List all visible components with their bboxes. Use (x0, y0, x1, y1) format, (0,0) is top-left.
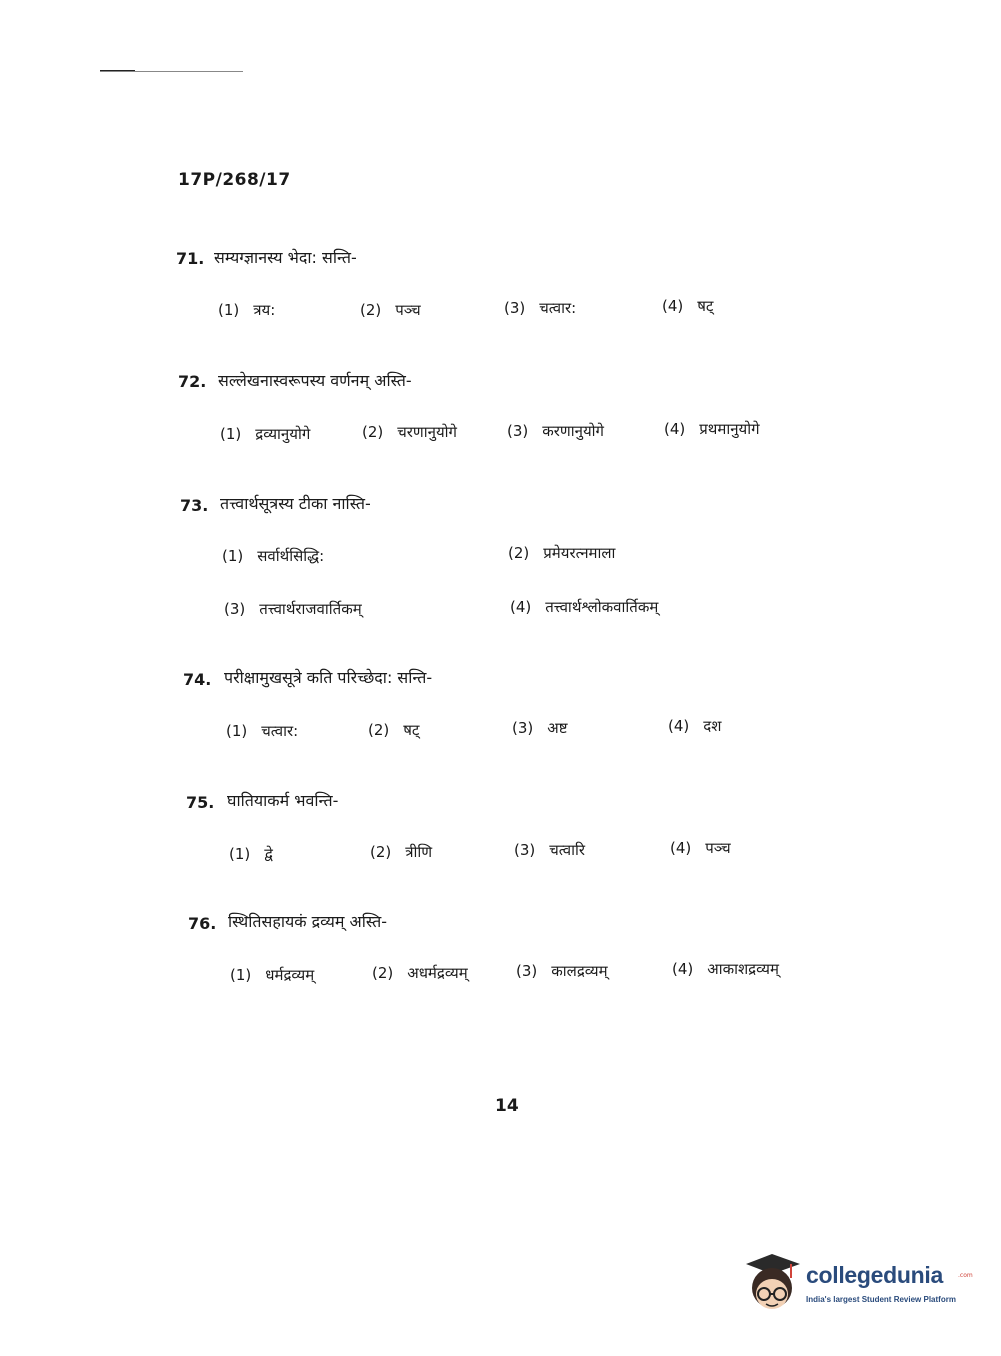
option (512, 718, 567, 738)
option-number: (1) (230, 966, 252, 984)
option-number: (2) (370, 843, 392, 861)
question-number: 74. (183, 670, 212, 689)
question-text: स्थितिसहायकं द्रव्यम् अस्ति- (228, 912, 388, 931)
question-text: घातियाकर्म भवन्ति- (227, 791, 339, 810)
option-text: तत्त्वार्थराजवार्तिकम् (259, 600, 362, 618)
option-text: त्रय: (253, 301, 276, 319)
option-number: (4) (668, 717, 690, 735)
option-number: (3) (516, 962, 538, 980)
option-text: तत्त्वार्थश्लोकवार्तिकम् (545, 598, 659, 616)
page-number: 14 (495, 1096, 519, 1116)
option-number: (1) (229, 845, 251, 863)
option (507, 421, 604, 441)
option-text: सर्वार्थसिद्धि: (257, 547, 325, 565)
option (516, 961, 608, 981)
option (368, 720, 419, 740)
option (370, 842, 432, 862)
option (668, 716, 721, 736)
brand-tagline: India's largest Student Review Platform (806, 1295, 956, 1304)
mascot-icon (742, 1250, 804, 1320)
option-text: चत्वार: (539, 299, 577, 317)
option (220, 424, 310, 444)
option (218, 300, 275, 320)
option-number: (1) (226, 722, 248, 740)
option-number: (3) (504, 299, 526, 317)
option-number: (2) (508, 544, 530, 562)
option-number: (2) (362, 423, 384, 441)
option (222, 546, 324, 566)
option (508, 543, 615, 563)
option-text: चत्वारि (549, 841, 585, 859)
option (664, 419, 760, 439)
option-text: प्रमेयरत्नमाला (543, 544, 616, 562)
brand-name: collegedunia (806, 1262, 943, 1288)
option-number: (4) (670, 839, 692, 857)
option-text: पञ्च (395, 301, 421, 319)
question-number: 75. (186, 793, 215, 812)
question-text: सम्यग्ज्ञानस्य भेदा: सन्ति- (214, 248, 357, 267)
option (362, 422, 457, 442)
question-text: सल्लेखनास्वरूपस्य वर्णनम् अस्ति- (218, 371, 412, 390)
option-number: (1) (218, 301, 240, 319)
brand-suffix: .com (958, 1272, 973, 1279)
question-text: तत्त्वार्थसूत्रस्य टीका नास्ति- (220, 494, 371, 513)
option (662, 296, 713, 316)
option-text: कालद्रव्यम् (551, 962, 608, 980)
option-number: (1) (222, 547, 244, 565)
option (224, 599, 362, 619)
option-text: षट् (697, 297, 714, 315)
option-number: (3) (507, 422, 529, 440)
option-number: (4) (662, 297, 684, 315)
option-number: (2) (368, 721, 390, 739)
option-number: (2) (372, 964, 394, 982)
option-number: (2) (360, 301, 382, 319)
option (230, 965, 314, 985)
option (229, 844, 273, 864)
question-number: 72. (178, 372, 207, 391)
option (360, 300, 421, 320)
option-number: (1) (220, 425, 242, 443)
option-number: (3) (224, 600, 246, 618)
option-text: अधर्मद्रव्यम् (407, 964, 468, 982)
question-text: परीक्षामुखसूत्रे कति परिच्छेदा: सन्ति- (224, 668, 433, 687)
option-text: करणानुयोगे (542, 422, 604, 440)
option-text: अष्ट (547, 719, 568, 737)
option (226, 721, 298, 741)
option (672, 959, 779, 979)
option-number: (3) (514, 841, 536, 859)
option-text: चत्वार: (261, 722, 299, 740)
option-text: षट् (403, 721, 420, 739)
option-text: धर्मद्रव्यम् (265, 966, 315, 984)
top-rule (100, 71, 243, 72)
option (372, 963, 468, 983)
option (510, 597, 658, 617)
question-number: 71. (176, 249, 205, 268)
question-number: 76. (188, 914, 217, 933)
option-text: त्रीणि (405, 843, 433, 861)
paper-code: 17P/268/17 (178, 170, 291, 190)
option-text: द्वे (264, 845, 273, 863)
option-number: (4) (672, 960, 694, 978)
option (670, 838, 731, 858)
question-number: 73. (180, 496, 209, 515)
option (504, 298, 576, 318)
option-text: द्रव्यानुयोगे (255, 425, 311, 443)
option-text: चरणानुयोगे (397, 423, 457, 441)
option-number: (4) (510, 598, 532, 616)
option-number: (4) (664, 420, 686, 438)
option-text: दश (703, 717, 722, 735)
option (514, 840, 585, 860)
option-text: आकाशद्रव्यम् (707, 960, 779, 978)
option-number: (3) (512, 719, 534, 737)
option-text: प्रथमानुयोगे (699, 420, 760, 438)
option-text: पञ्च (705, 839, 731, 857)
